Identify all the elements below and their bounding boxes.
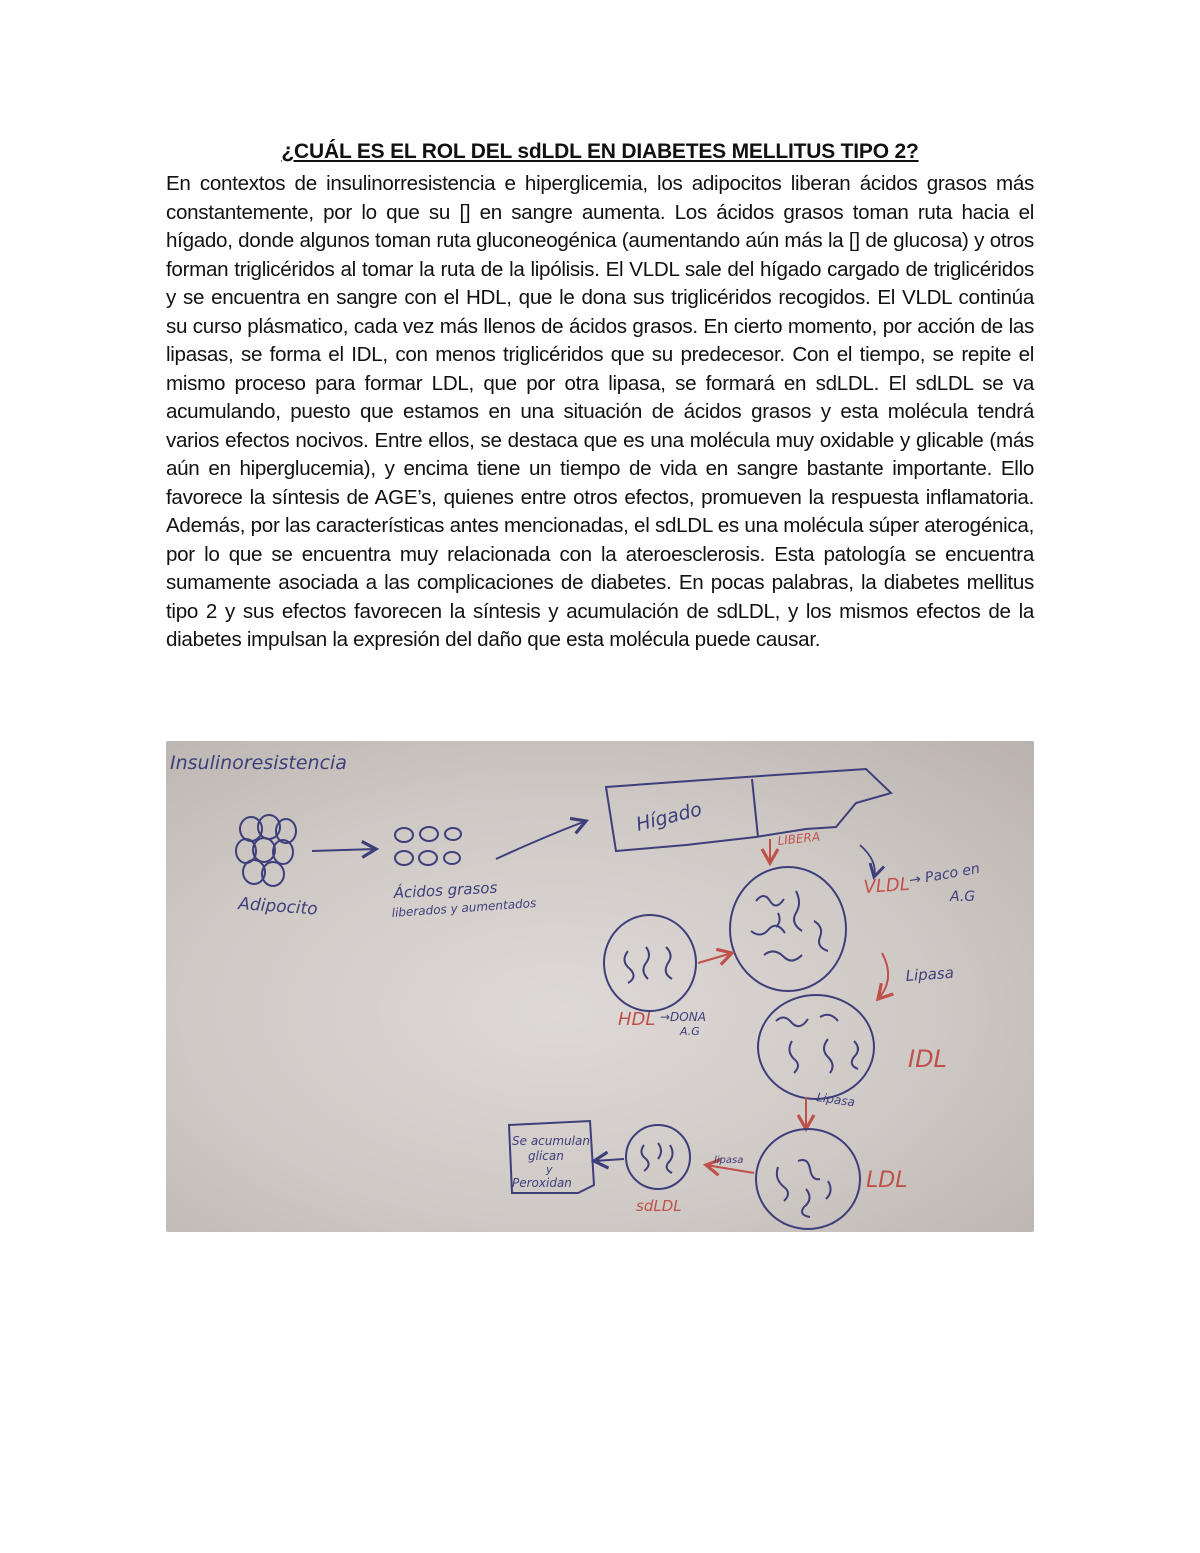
vldl-label: VLDL — [862, 873, 911, 898]
outcome-line-3: y — [546, 1163, 553, 1176]
lipasa-label-3: lipasa — [714, 1155, 744, 1166]
ldl-triglycerides — [777, 1160, 831, 1217]
vldl-note-2: A.G — [950, 889, 976, 905]
libera-label: LIBERA — [776, 829, 821, 848]
page-title: ¿CUÁL ES EL ROL DEL sdLDL EN DIABETES MELLITUS TIPO 2? — [281, 140, 919, 163]
hdl-particle — [604, 915, 696, 1011]
arrow-sdldl-to-outcome — [594, 1159, 624, 1161]
arrow-hdl-to-vldl — [698, 953, 732, 963]
liver-divider — [752, 779, 758, 837]
idl-triglycerides — [776, 1015, 858, 1073]
whiteboard-photo — [166, 741, 1034, 1232]
adipocyte-cluster — [236, 815, 296, 886]
vldl-note-1: → Paco en — [907, 860, 982, 889]
arrow-liver-to-vldl-note — [860, 845, 875, 877]
hdl-triglycerides — [624, 947, 672, 983]
idl-particle — [758, 995, 874, 1099]
whiteboard-diagram — [166, 741, 1034, 1232]
ldl-label: LDL — [866, 1168, 908, 1193]
liver-label: Hígado — [633, 798, 705, 836]
adipocyte-label: Adipocito — [237, 894, 319, 920]
sdldl-label: sdLDL — [636, 1197, 682, 1215]
sdldl-particle — [626, 1125, 690, 1189]
lipasa-label-2: Lipasa — [815, 1090, 856, 1110]
vldl-triglycerides — [751, 891, 828, 961]
vldl-particle — [730, 867, 846, 991]
hdl-note-1: →DONA — [660, 1010, 706, 1024]
arrow-ldl-to-sdldl — [706, 1165, 754, 1173]
whiteboard-heading: Insulinoresistencia — [170, 752, 347, 774]
arrow-fatty-acids-to-liver — [496, 821, 586, 859]
arrow-vldl-to-idl — [878, 953, 888, 999]
hdl-label: HDL — [618, 1009, 656, 1030]
fatty-acids-label-2: liberados y aumentados — [391, 895, 537, 920]
hdl-note-2: A.G — [680, 1025, 700, 1038]
idl-label: IDL — [908, 1045, 947, 1073]
outcome-line-2: glican — [528, 1149, 564, 1163]
body-paragraph: En contextos de insulinorresistencia e hiperglicemia, los adipocitos liberan ácidos grasos más constantemente, por lo que su [] en sangre aumenta. Los ácidos grasos toman ruta hacia el hígado, donde algunos toman ruta gluconeogénica (aumentando aún más la [] de glucosa) y otros forman triglicéridos al tomar la ruta de la lipólisis. El VLDL sale del hígado cargado de triglicéridos y se encuentra en sangre con el HDL, que le dona sus triglicéridos recogidos. El VLDL continúa su curso plásmatico, cada vez más llenos de ácidos grasos. En cierto momento, por acción de las lipasas, se forma el IDL, con menos triglicéridos que su predecesor. Con el tiempo, se repite el mismo proceso para formar LDL, que por otra lipasa, se formará en sdLDL. El sdLDL se va acumulando, puesto que estamos en una situación de ácidos grasos y esta molécula tendrá varios efectos nocivos. Entre ellos, se destaca que es una molécula muy oxidable y glicable (más aún en hiperglucemia), y encima tiene un tiempo de vida en sangre bastante importante. Ello favorece la síntesis de AGE’s, quienes entre otros efectos, promueven la respuesta inflamatoria. Además, por las características antes mencionadas, el sdLDL es una molécula súper aterogénica, por lo que se encuentra muy relacionada con la ateroesclerosis. Esta patología se encuentra sumamente asociada a las complicaciones de diabetes. En pocas palabras, la diabetes mellitus tipo 2 y sus efectos favorecen la síntesis y acumulación de sdLDL, y los mismos efectos de la diabetes impulsan la expresión del daño que esta molécula puede causar. — [166, 172, 1034, 651]
fatty-acids-group — [395, 827, 461, 865]
sdldl-triglycerides — [641, 1143, 672, 1173]
outcome-line-1: Se acumulan — [512, 1134, 590, 1148]
outcome-line-4: Peroxidan — [512, 1176, 572, 1190]
arrow-adipocyte-to-fatty-acids — [312, 849, 376, 851]
lipasa-label-1: Lipasa — [905, 963, 955, 985]
fatty-acids-label-1: Ácidos grasos — [393, 878, 498, 902]
ldl-particle — [756, 1129, 860, 1229]
